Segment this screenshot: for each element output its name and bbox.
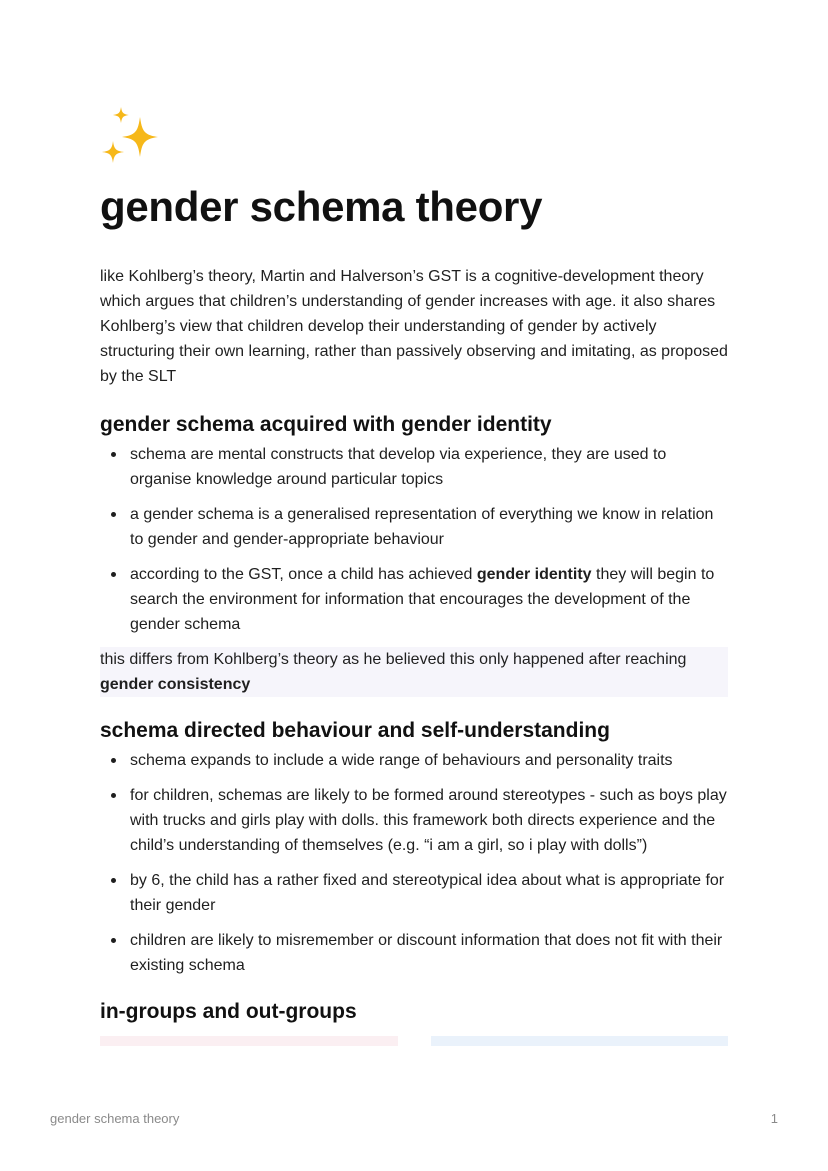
- callout-text: this differs from Kohlberg’s theory as he believed this only happened after reaching gender consistency: [100, 651, 687, 693]
- left-column-block: [100, 1036, 398, 1046]
- page-number: 1: [770, 1111, 778, 1126]
- list-item: schema expands to include a wide range of behaviours and personality traits: [100, 748, 730, 773]
- page-title: gender schema theory: [100, 183, 543, 230]
- list-item: a gender schema is a generalised representation of everything we know in relation to gender and gender-appropriate behaviour: [100, 502, 730, 552]
- list-item: for children, schemas are likely to be formed around stereotypes - such as boys play with trucks and girls play with dolls. this framework both directs experience and the child’s understanding of themselves (e.g. “i am a girl, so i play with dolls”): [100, 783, 730, 858]
- intro-paragraph: like Kohlberg’s theory, Martin and Halverson’s GST is a cognitive-development theory which argues that children’s understanding of gender increases with age. it also shares Kohlberg’s view that children develop their understanding of gender by actively structuring their own learning, rather than passively observing and imitating, as proposed by the SLT: [100, 268, 728, 385]
- footer-title: gender schema theory: [50, 1111, 180, 1126]
- right-column-block: [431, 1036, 728, 1046]
- bold-term: gender identity: [476, 566, 592, 583]
- list-item: schema are mental constructs that develop via experience, they are used to organise knowledge around particular topics: [100, 442, 730, 492]
- callout-box: [100, 647, 728, 697]
- bold-term: gender consistency: [100, 676, 251, 693]
- bullet-list-schema-directed-behaviour: [100, 748, 730, 978]
- page-footer: [50, 1111, 778, 1126]
- list-item: by 6, the child has a rather fixed and stereotypical idea about what is appropriate for their gender: [100, 868, 730, 918]
- bullet-list-gender-identity: [100, 442, 730, 637]
- sparkles-icon: [100, 105, 162, 167]
- section-heading-in-groups-out-groups: in-groups and out-groups: [100, 1000, 357, 1023]
- section-heading-schema-directed-behaviour: schema directed behaviour and self-understanding: [100, 719, 610, 742]
- section-heading-gender-identity: gender schema acquired with gender identity: [100, 413, 552, 436]
- list-item: according to the GST, once a child has achieved gender identity they will begin to search the environment for information that encourages the development of the gender schema: [100, 562, 730, 637]
- document-page: [100, 105, 730, 1046]
- list-item: children are likely to misremember or discount information that does not fit with their existing schema: [100, 928, 730, 978]
- column-blocks: [100, 1036, 730, 1046]
